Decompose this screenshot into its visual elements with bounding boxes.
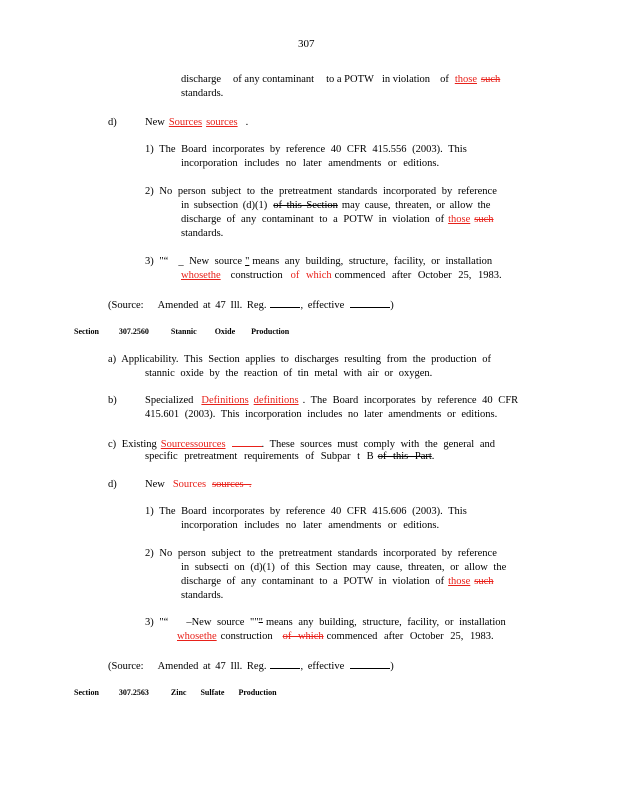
para-2-line-3-2560 <box>181 576 494 588</box>
text: specific pretreatment requirements of Subpar t B <box>145 451 374 462</box>
section-label: Section <box>74 688 99 697</box>
source-note-2560 <box>108 659 394 673</box>
inserted-text: those <box>448 214 471 225</box>
text: (Source: <box>108 300 144 311</box>
deleted-text: of which <box>282 631 324 642</box>
deleted-period: . <box>243 479 252 490</box>
text: discharge of any contaminant to a POTW in violation of <box>181 214 445 225</box>
section-label: Section <box>74 327 99 336</box>
text: discharge of any contaminant to a POTW in violation of <box>181 576 445 587</box>
text: . <box>431 451 435 462</box>
text: _ New source <box>178 256 243 267</box>
inserted-text: those <box>448 576 471 587</box>
blank-line <box>270 659 300 669</box>
deleted-text: such <box>474 214 494 225</box>
text: New <box>145 117 165 128</box>
para-2-line-4: standards. <box>181 228 224 239</box>
text: discharge <box>181 74 222 85</box>
blank-line <box>350 659 390 669</box>
inserted-text: whosethe <box>181 270 221 281</box>
section-heading-2560 <box>74 326 289 338</box>
text: of any contaminant <box>233 74 315 85</box>
inserted-text: whosethe <box>177 631 217 642</box>
subsection-d-heading <box>145 117 248 129</box>
text: in subsection (d)(1) <box>181 200 268 211</box>
para-1-line-2: incorporation includes no later amendments or editions. <box>181 158 440 169</box>
quote-mark: " <box>245 256 250 267</box>
deleted-text: sources <box>206 117 238 128</box>
blank-line <box>270 298 300 308</box>
text: means any building, structure, facility, or installation <box>252 256 493 267</box>
text: of <box>440 74 449 85</box>
para-2-line-2 <box>181 200 490 212</box>
text: in violation <box>381 74 431 85</box>
section-title: Zinc <box>170 688 187 697</box>
subsection-b-label: b) <box>108 395 117 406</box>
subsection-d-heading-2560 <box>145 479 251 491</box>
para-2-line-3 <box>181 214 494 226</box>
deleted-text: sources <box>212 479 244 490</box>
para-3-line-1 <box>145 256 492 268</box>
para-1-line-2-2560: incorporation includes no later amendments or editions. <box>181 520 440 531</box>
section-title: Production <box>251 327 290 336</box>
text: to a POTW <box>326 74 374 85</box>
inserted-text: Definitions <box>201 395 249 406</box>
deleted-text: such <box>474 576 494 587</box>
text: , effective <box>300 661 345 672</box>
inserted-text: Sources <box>168 117 203 128</box>
text: . These sources must comply with the general and <box>261 439 495 450</box>
text: New <box>145 479 165 490</box>
continuation-line-1 <box>181 74 500 86</box>
para-3-line-2-2560 <box>177 631 494 643</box>
source-note <box>108 298 394 312</box>
section-heading-2563 <box>74 687 277 699</box>
text: ) <box>390 661 394 672</box>
text: . The Board incorporates by reference 40 CFR <box>302 395 519 406</box>
page-number: 307 <box>298 38 315 50</box>
subsection-c-line-1 <box>108 437 495 451</box>
subsection-a-line-2: stannic oxide by the reaction of tin metal with air or oxygen. <box>145 368 433 379</box>
deleted-text: of this Part <box>377 451 432 462</box>
section-number: 307.2563 <box>118 688 149 697</box>
section-title: Stannic <box>170 327 197 336</box>
subsection-a-line-1: a) Applicability. This Section applies to discharges resulting from the production of <box>108 354 492 365</box>
para-3-line-1-2560 <box>145 617 506 629</box>
para-3-line-2 <box>181 270 502 282</box>
inserted-text: Sources <box>172 479 207 490</box>
text: ) <box>390 300 394 311</box>
subsection-c-line-2 <box>145 451 434 463</box>
deleted-text: such <box>480 74 501 85</box>
text: 3) "“ <box>145 256 169 267</box>
text: . <box>245 117 249 128</box>
subsection-d-label: d) <box>108 117 117 128</box>
section-title: Sulfate <box>200 688 225 697</box>
text: commenced after October 25, 1983. <box>334 270 502 281</box>
deleted-text: of which <box>290 270 332 281</box>
para-2-line-1-2560: 2) No person subject to the pretreatment standards incorporated by reference <box>145 548 497 559</box>
para-2-line-4-2560: standards. <box>181 590 224 601</box>
text: 3) "“ <box>145 617 169 628</box>
text: –New source "" <box>186 617 259 628</box>
subsection-b-line-2: 415.601 (2003). This incorporation includes no later amendments or editions. <box>145 409 498 420</box>
deleted-text: of this Section <box>273 200 338 211</box>
text: construction <box>230 270 283 281</box>
para-2-line-2-2560: in subsecti on (d)(1) of this Section may cause, threaten, or allow the <box>181 562 507 573</box>
section-title: Oxide <box>214 327 236 336</box>
inserted-text: Sourcessources <box>160 439 226 450</box>
inserted-text: those <box>454 74 477 85</box>
continuation-line-2: standards. <box>181 88 224 99</box>
text: Amended at 47 Ill. Reg. <box>157 661 267 672</box>
para-2-line-1: 2) No person subject to the pretreatment standards incorporated by reference <box>145 186 497 197</box>
text: commenced after October 25, 1983. <box>326 631 494 642</box>
text: , effective <box>300 300 345 311</box>
subsection-b-line-1 <box>145 395 518 407</box>
text: Specialized <box>145 395 194 406</box>
section-title: Production <box>238 688 277 697</box>
blank-line <box>350 298 390 308</box>
text: means any building, structure, facility, or installation <box>265 617 506 628</box>
deleted-text: definitions <box>253 395 299 406</box>
text: construction <box>220 631 273 642</box>
deleted-blank <box>232 437 262 447</box>
subsection-d-label-2560: d) <box>108 479 117 490</box>
text: Amended at 47 Ill. Reg. <box>157 300 267 311</box>
text: (Source: <box>108 661 144 672</box>
deleted-quote: " <box>258 617 263 628</box>
text: c) Existing <box>108 439 157 450</box>
text: may cause, threaten, or allow the <box>341 200 491 211</box>
section-number: 307.2560 <box>118 327 149 336</box>
para-1-line-1: 1) The Board incorporates by reference 40 CFR 415.556 (2003). This <box>145 144 467 155</box>
para-1-line-1-2560: 1) The Board incorporates by reference 40 CFR 415.606 (2003). This <box>145 506 467 517</box>
